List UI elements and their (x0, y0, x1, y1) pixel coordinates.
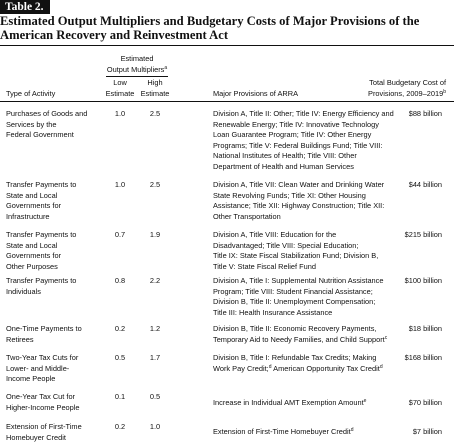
activity-line: State and Local (6, 190, 58, 200)
total-cost-header (330, 78, 446, 99)
provisions-line: Division B, Title II: Unemployment Compensation; (213, 297, 376, 307)
activity-line: Two-Year Tax Cuts for (6, 353, 79, 362)
provisions-line: Disadvantaged; Title VIII: Special Education; (213, 240, 359, 250)
row-5-high-estimate: 1.2 (149, 324, 161, 333)
total-cost-line-1: Total Budgetary Cost of (369, 78, 446, 87)
row-4-total-cost: $100 billion (404, 276, 442, 285)
activity-line: Transfer Payments to (6, 230, 77, 239)
row-3-activity (6, 230, 76, 272)
provisions-line: Other Transportation (213, 211, 281, 221)
provisions-line: Division B, Title II: Economic Recovery Payments, (213, 324, 377, 333)
activity-line: Services by the (6, 119, 57, 129)
type-of-activity-header: Type of Activity (6, 89, 56, 98)
row-3-high-estimate: 1.9 (149, 230, 161, 239)
note-marker: d (350, 427, 354, 433)
multipliers-underline (106, 76, 168, 77)
row-7-total-cost: $70 billion (408, 398, 442, 407)
table-title (0, 14, 454, 42)
row-8-activity (6, 422, 82, 443)
row-6-low-estimate: 0.5 (114, 353, 126, 362)
activity-line: Income People (6, 374, 56, 384)
activity-line: Individuals (6, 286, 41, 296)
activity-line: Infrastructure (6, 211, 50, 221)
row-8-low-estimate: 0.2 (114, 422, 126, 431)
table-title-line-1: Estimated Output Multipliers and Budgetary Costs of Major Provisions of the (0, 14, 420, 28)
activity-line: One-Time Payments to (6, 324, 82, 333)
row-1-high-estimate: 2.5 (149, 109, 161, 118)
high-estimate-line-2: Estimate (140, 88, 170, 98)
provisions-line: State Revolving Funds; Title XI: Other Housing (213, 190, 366, 200)
row-5-total-cost: $18 billion (408, 324, 442, 333)
provisions-line: Title III: Health Insurance Assistance (213, 307, 333, 317)
provisions-line: Division B, Title I: Refundable Tax Credits; Making (213, 353, 377, 362)
activity-line: Purchases of Goods and (6, 109, 88, 118)
row-2-activity (6, 180, 76, 222)
activity-line: Lower- and Middle- (6, 363, 70, 373)
provisions-line: Work Pay Credit;$^d$ American Opportunity Tax Credit$^d$ (213, 363, 383, 373)
note-a-marker: a (164, 64, 168, 71)
top-rule (0, 45, 454, 46)
row-6-activity (6, 353, 78, 385)
provisions-line: Programs; Title V: Federal Buildings Fund; Title VIII: (213, 140, 383, 150)
activity-line: Transfer Payments to (6, 276, 77, 285)
provisions-line: Renewable Energy; Title IV: Innovative Technology (213, 119, 379, 129)
note-marker: c (384, 334, 388, 341)
provisions-line: Extension of First-Time Homebuyer Credit$^d$ (213, 427, 354, 436)
low-estimate-line-2: Estimate (105, 88, 135, 98)
provisions-line: Division A, Title VIII: Education for the (213, 230, 337, 239)
activity-line: Homebuyer Credit (6, 432, 66, 442)
row-8-total-cost: $7 billion (412, 427, 442, 436)
row-6-high-estimate: 1.7 (149, 353, 161, 362)
multipliers-group-header (96, 54, 178, 75)
row-8-high-estimate: 1.0 (149, 422, 161, 431)
multipliers-group-line-2: Output Multipliers$^a$ (106, 64, 168, 74)
activity-line: Governments for (6, 251, 62, 261)
table-title-line-2: American Recovery and Reinvestment Act (0, 28, 229, 42)
provisions-line: Increase in Individual AMT Exemption Amount$^e$ (213, 398, 367, 407)
low-estimate-line-1: Low (113, 78, 127, 87)
row-7-activity (6, 392, 80, 413)
row-2-low-estimate: 1.0 (114, 180, 126, 189)
activity-line: One-Year Tax Cut for (6, 392, 76, 401)
row-3-total-cost: $215 billion (404, 230, 442, 239)
activity-line: Extension of First-Time (6, 422, 82, 431)
major-provisions-header: Major Provisions of ARRA (213, 89, 299, 98)
note-marker: d (379, 363, 383, 370)
multipliers-group-line-1: Estimated (120, 54, 154, 63)
note-marker: e (363, 398, 367, 404)
activity-line: Governments for (6, 201, 62, 211)
provisions-line: Assistance; Title XII: Highway Construction; Title XII: (213, 201, 385, 211)
row-1-total-cost: $88 billion (408, 109, 442, 118)
row-7-low-estimate: 0.1 (114, 392, 126, 401)
activity-line: Federal Government (6, 130, 74, 140)
row-2-high-estimate: 2.5 (149, 180, 161, 189)
row-1-low-estimate: 1.0 (114, 109, 126, 118)
activity-line: Retirees (6, 334, 34, 344)
provisions-line: Division A, Title II: Other; Title IV: Energy Efficiency and (213, 109, 394, 118)
activity-line: State and Local (6, 240, 58, 250)
note-b-marker: b (443, 88, 446, 95)
row-2-total-cost: $44 billion (408, 180, 442, 189)
provisions-line: Temporary Aid to Needy Families, and Child Support$^c$ (213, 334, 388, 344)
activity-line: Higher-Income People (6, 402, 80, 412)
provisions-line: Loan Guarantee Program; Title IV: Other Energy (213, 130, 372, 140)
provisions-line: Department of Health and Human Services (213, 161, 354, 171)
row-4-activity (6, 276, 76, 297)
high-estimate-line-1: High (147, 78, 163, 87)
high-estimate-header (139, 78, 171, 99)
provisions-line: Division A, Title I: Supplemental Nutrition Assistance (213, 276, 384, 285)
row-4-high-estimate: 2.2 (149, 276, 161, 285)
activity-line: Other Purposes (6, 261, 58, 271)
total-cost-line-2: Provisions, 2009–2019$^b$ (368, 88, 446, 98)
provisions-line: Title V: State Fiscal Relief Fund (213, 261, 316, 271)
row-7-high-estimate: 0.5 (149, 392, 161, 401)
provisions-line: National Institutes of Health; Title VIII: Other (213, 151, 357, 161)
row-4-low-estimate: 0.8 (114, 276, 126, 285)
row-1-activity (6, 109, 87, 141)
row-5-activity (6, 324, 82, 345)
provisions-line: Program; Title VIII: Student Financial Assistance; (213, 286, 373, 296)
header-rule (0, 101, 454, 102)
table-label: Table 2. (0, 0, 50, 14)
provisions-line: Title IX: State Fiscal Stabilization Fund; Division B, (213, 251, 379, 261)
row-6-total-cost: $168 billion (404, 353, 442, 362)
provisions-line: Division A, Title VII: Clean Water and Drinking Water (213, 180, 385, 189)
row-5-low-estimate: 0.2 (114, 324, 126, 333)
activity-line: Transfer Payments to (6, 180, 77, 189)
row-3-low-estimate: 0.7 (114, 230, 126, 239)
note-marker: d (268, 363, 272, 370)
low-estimate-header (104, 78, 136, 99)
